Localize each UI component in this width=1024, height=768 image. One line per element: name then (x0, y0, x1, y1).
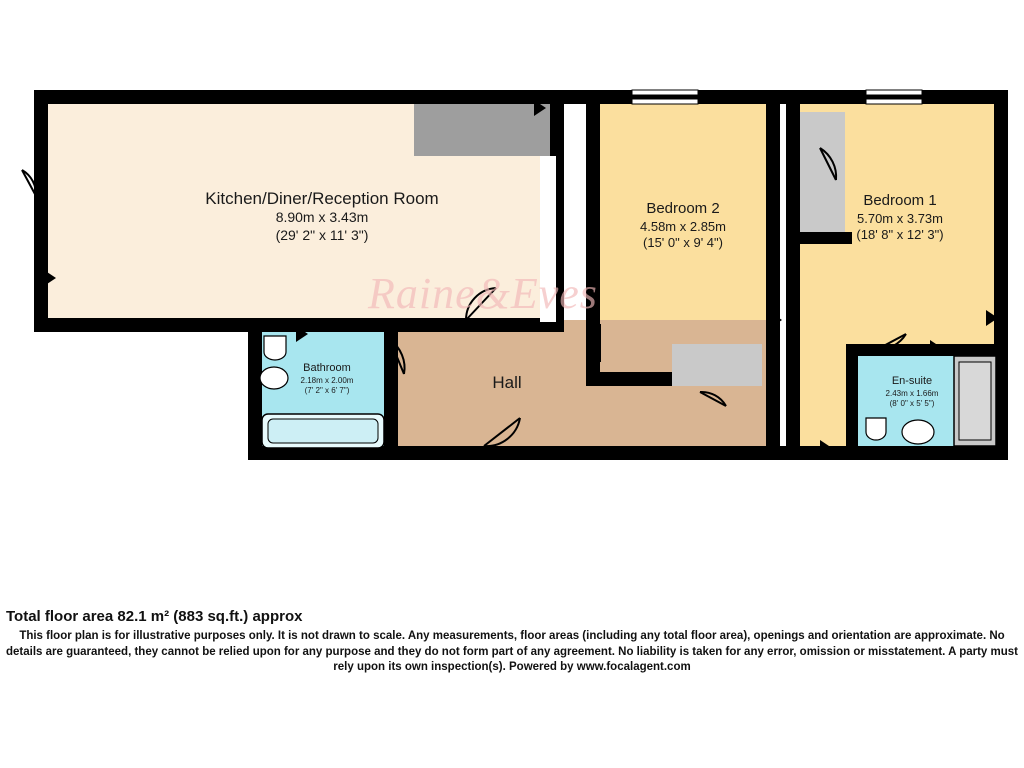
footer (0, 608, 1024, 676)
bedroom-1-wardrobe (793, 112, 845, 240)
room-name-kitchen: Kitchen/Diner/Reception Room (205, 189, 439, 208)
wall-kitchen-hall (262, 318, 564, 332)
room-name-bedroom-1: Bedroom 1 (863, 192, 937, 209)
room-name-hall: Hall (492, 373, 522, 392)
wall-bedroom2-bottom (586, 372, 672, 386)
room-imperial-en-suite: (8' 0" x 5' 5") (889, 398, 935, 408)
room-name-bedroom-2: Bedroom 2 (646, 200, 720, 217)
door-entry-left (22, 170, 36, 196)
room-metric-bedroom-1: 5.70m x 3.73m (857, 210, 943, 226)
wall-left-exterior (34, 90, 48, 332)
room-name-bathroom: Bathroom (303, 362, 351, 374)
room-imperial-bedroom-1: (18' 8" x 12' 3") (856, 227, 944, 242)
wall-bedroom1-left (786, 96, 800, 452)
room-metric-kitchen: 8.90m x 3.43m (275, 209, 369, 226)
hall-cupboard-2 (662, 392, 772, 440)
room-imperial-bathroom: (7' 2" x 6' 7") (304, 385, 350, 395)
room-metric-bedroom-2: 4.58m x 2.85m (640, 218, 726, 234)
wall-bedroom1-wardrobe (800, 232, 852, 244)
disclaimer-text: This floor plan is for illustrative purposes only. It is not drawn to scale. Any measurements, floor areas (including any total floor area), openings and orientation are approximate. No details are guaranteed, they cannot be relied upon for any purpose and they do not form part of any agreement. No liability is taken for any error, omission or misstatement. A party must rely upon its own inspection(s). Powered by www.focalagent.com (6, 630, 1018, 674)
room-name-en-suite: En-suite (891, 375, 933, 387)
wall-ensuite-left (846, 344, 858, 452)
room-imperial-kitchen: (29' 2" x 11' 3") (275, 226, 369, 243)
wall-bathroom-left (248, 318, 262, 460)
total-floor-area: Total floor area 82.1 m² (883 sq.ft.) approx (6, 608, 303, 625)
wall-bedroom2-right (766, 96, 780, 386)
wall-hall-bedroom2 (586, 96, 600, 386)
room-imperial-bedroom-2: (15' 0" x 9' 4") (643, 235, 723, 250)
room-metric-bathroom: 2.18m x 2.00m (300, 375, 354, 385)
kitchen-units (540, 156, 556, 322)
wall-outer-kitchen (34, 90, 1008, 104)
wall-kitchen-bottom (34, 318, 256, 332)
agent-watermark: Raine&Eves (368, 269, 598, 318)
hall-cupboard-1 (672, 344, 762, 386)
wall-ensuite-top (846, 344, 1000, 356)
room-metric-en-suite: 2.43m x 1.66m (885, 388, 939, 398)
